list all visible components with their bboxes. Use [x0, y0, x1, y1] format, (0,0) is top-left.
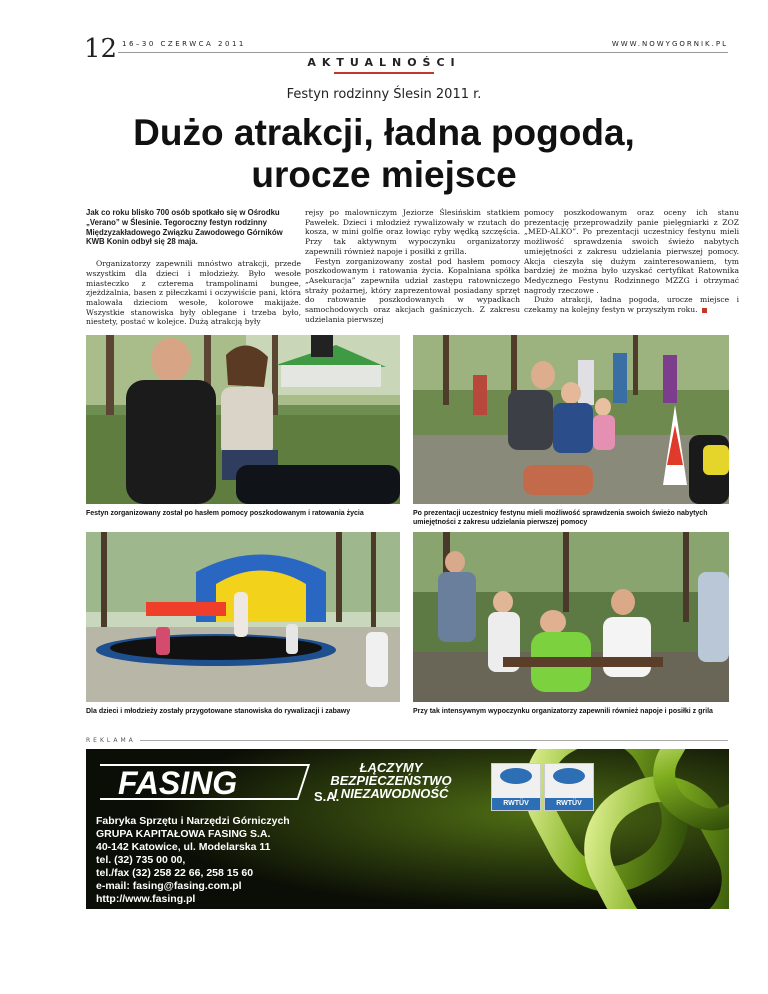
header-rule — [118, 52, 728, 53]
article-paragraph: rejsy po malowniczym Jeziorze Ślesińskim statkiem Pawełek. Dzieci i młodzież rywalizowały w rzutach do kosza, w mini golfie oraz łowiąc ryby wędką szczęścia. Przy tak aktywnym wypoczynku organizatorzy zapewnili również napoje i posiłki z grilla. — [305, 208, 520, 256]
article-closing-text: Dużo atrakcji, ładna pogoda, urocze miejsce i czekamy na kolejny festyn w przyszłym roku. — [524, 295, 739, 315]
ad-rule — [140, 740, 728, 741]
fasing-logo-suffix: S.A. — [314, 789, 340, 804]
ad-contact-block — [96, 815, 290, 906]
fasing-logo — [100, 761, 310, 803]
photo-caption: Festyn zorganizowany został po hasłem pomocy poszkodowanym i ratowania życia — [86, 510, 364, 517]
headline-line-2: urocze miejsce — [251, 154, 517, 195]
article-paragraph: pomocy poszkodowanym oraz oceny ich stanu prezentację przeprowadziły panie pielęgniarki z ZOZ „MED-ALKO”. Po prezentacji uczestnicy festynu mieli możliwość sprawdzenia swoich świeżo nabytych umiejętności z zakresu udzielania pierwszej pomocy. Akcja cieszyła się dużym zainteresowaniem, tym bardziej że można było uzyskać certyfikat Ratownika Medycznego Festynu Rodzinnego MZZG i otrzymać nagrody rzeczowe . — [524, 208, 739, 295]
photo-picnic-tables — [413, 532, 729, 702]
ad-fax: tel./fax (32) 258 22 66, 258 15 60 — [96, 867, 254, 879]
photo-caption: Przy tak intensywnym wypoczynku organizatorzy zapewnili również napoje i posiłki z grila — [413, 708, 713, 715]
ad-slogan — [316, 761, 466, 800]
article-kicker: Festyn rodzinny Ślesin 2011 r. — [286, 87, 482, 102]
photo-caption: Dla dzieci i młodzieży zostały przygotowane stanowiska do rywalizacji i zabawy — [86, 708, 351, 715]
ad-slogan-line-2: BEZPIECZEŃSTWO — [330, 773, 452, 788]
photo-trampolines — [86, 532, 400, 702]
article-column-3 — [524, 208, 739, 315]
tuv-cert-label: RWTÜV — [492, 798, 540, 810]
ad-website[interactable]: http://www.fasing.pl — [96, 893, 196, 905]
section-accent-line — [334, 72, 434, 74]
article-paragraph: Festyn zorganizowany został pod hasłem pomocy poszkodowanym i ratowania życia. Kopalniana spółka „Asekuracja” zapewniła udział zastępu ratowniczego straży pożarnej, który zaprezentował posiadany sprzęt do ratowanie poszkodowanych w wypadkach samochodowych oraz akcjach gaśniczych. Z zakresu udzielania pierwszej — [305, 256, 520, 324]
ad-email[interactable]: e-mail: fasing@fasing.com.pl — [96, 880, 242, 892]
article-lead: Jak co roku blisko 700 osób spotkało się w Ośrodku „Verano” w Ślesinie. Tegoroczny festyn rodzinny Międzyzakładowego Związku Zawodowego Górników KWB Konin odbył się 28 maja. — [86, 208, 283, 247]
fasing-advertisement[interactable] — [86, 749, 729, 909]
section-title: AKTUALNOŚCI — [307, 56, 461, 69]
svg-text:FASING: FASING — [118, 765, 238, 801]
photo-caption: Po prezentacji uczestnicy festynu mieli możliwość sprawdzenia swoich świeżo nabytych umiejętności z zakresu udzielania pierwszej pomocy — [413, 510, 708, 526]
headline-line-1: Dużo atrakcji, ładna pogoda, — [133, 112, 635, 153]
ad-company-description: Fabryka Sprzętu i Narzędzi Górniczych — [96, 815, 290, 827]
ad-slogan-line-3: I NIEZAWODNOŚĆ — [333, 786, 449, 801]
tuv-logo-icon — [553, 768, 585, 784]
photo-participants-practice — [413, 335, 729, 504]
article-paragraph: Organizatorzy zapewnili mnóstwo atrakcji, przede wszystkim dla dzieci i młodzieży. Było wesołe miasteczko z czterema trampolinami bungee, zjeżdżalnia, basen z piłeczkami i oczywiście pani, która malowała dzieciom wesołe, kolorowe makijaże. Wszystkie stanowiska były oblegane i trzeba było, niestety, postać w kolejce. Dużą atrakcją były — [86, 259, 301, 327]
tuv-cert-label: RWTÜV — [545, 798, 593, 810]
article-headline — [60, 112, 708, 196]
ad-company-group: GRUPA KAPITAŁOWA FASING S.A. — [96, 828, 271, 840]
end-of-article-mark — [702, 308, 707, 313]
page-number: 12 — [84, 34, 118, 64]
ad-address: 40-142 Katowice, ul. Modelarska 11 — [96, 841, 271, 853]
site-url[interactable]: WWW.NOWYGORNIK.PL — [611, 40, 728, 48]
ad-slogan-line-1: ŁĄCZYMY — [359, 760, 423, 775]
article-paragraph-last — [524, 295, 739, 314]
ad-label: REKLAMA — [86, 737, 136, 744]
tuv-logo-icon — [500, 768, 532, 784]
article-column-2 — [305, 208, 520, 324]
tuv-certificate-badge — [491, 763, 541, 811]
issue-date: 16–30 CZERWCA 2011 — [122, 40, 246, 48]
ad-phone: tel. (32) 735 00 00, — [96, 854, 186, 866]
tuv-certificate-badge — [544, 763, 594, 811]
article-column-1 — [86, 208, 301, 327]
photo-first-aid-demo — [86, 335, 400, 504]
